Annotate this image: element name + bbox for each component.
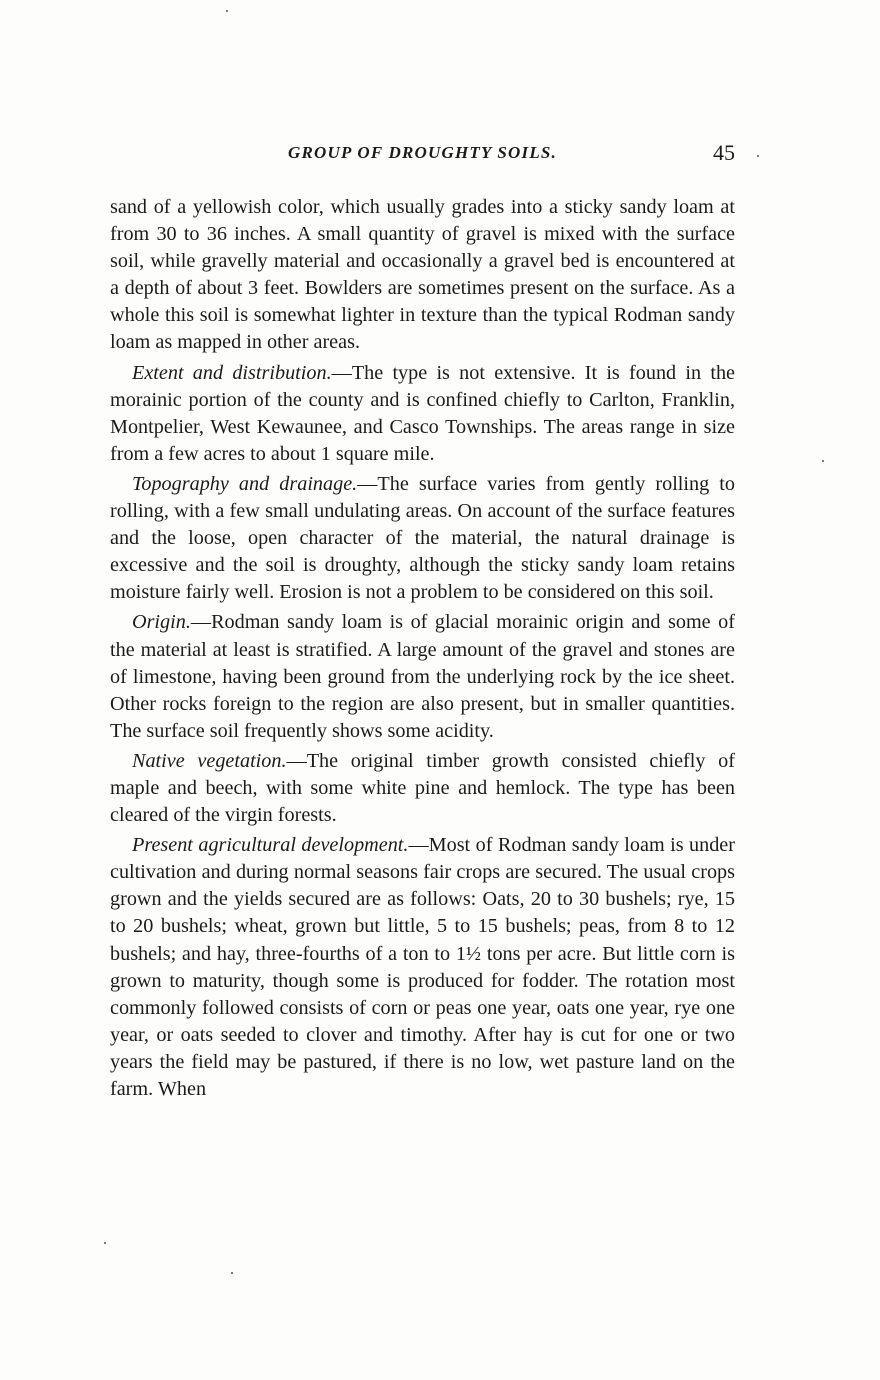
body-text: [110, 194, 735, 1106]
paragraph-heading: Topography and drainage.: [132, 472, 358, 495]
paragraph-origin: [110, 609, 735, 744]
scan-speck: [104, 1242, 106, 1244]
paragraph-agricultural-development: [110, 832, 735, 1103]
running-head: [110, 140, 735, 170]
paragraph-heading: Origin.: [132, 611, 191, 634]
scan-speck: [757, 155, 759, 157]
paragraph-text: —The surface varies from gently rolling to rolling, with a few small undulating areas. On account of the surface features and the loose, open character of the material, the natural drainage is excessive and the soil is droughty, although the sticky sandy loam retains moisture fairly well. Erosion is not a problem to be considered on this soil.: [110, 472, 735, 604]
paragraph-native-vegetation: [110, 748, 735, 829]
page-number: 45: [713, 140, 735, 165]
paragraph-topography-drainage: [110, 471, 735, 606]
running-title: GROUP OF DROUGHTY SOILS.: [287, 143, 558, 162]
paragraph-text: —Most of Rodman sandy loam is under cultivation and during normal seasons fair crops are secured. The usual crops grown and the yields secured are as follows: Oats, 20 to 30 bushels; rye, 15 to 20 bushels; wheat, grown but little, 5 to 15 bushels; peas, from 8 to 12 bushels; and hay, three-fourths of a ton to 1½ tons per acre. But little corn is grown to maturity, though some is produced for fodder. The rotation most commonly followed consists of corn or peas one year, oats one year, rye one year, or oats seeded to clover and timothy. After hay is cut for one or two years the field may be pastured, if there is no low, wet pasture land on the farm. When: [110, 834, 735, 1100]
paragraph-text: —The type is not extensive. It is found in the morainic portion of the county and is confined chiefly to Carlton, Franklin, Montpelier, West Kewaunee, and Casco Townships. The areas range in size from a few acres to about 1 square mile.: [110, 361, 735, 465]
paragraph-heading: Extent and distribution.: [132, 361, 332, 384]
paragraph-heading: Native vegetation.: [132, 749, 287, 772]
paragraph-text: sand of a yellowish color, which usually grades into a sticky sandy loam at from 30 to 36 inches. A small quantity of gravel is mixed with the surface soil, while gravelly material and occasionally a gravel bed is encountered at a depth of about 3 feet. Bowlders are sometimes present on the surface. As a whole this soil is somewhat lighter in texture than the typical Rodman sandy loam as mapped in other areas.: [110, 196, 735, 354]
paragraph-text: —The original timber growth consisted chiefly of maple and beech, with some white pine and hemlock. The type has been cleared of the virgin forests.: [110, 749, 735, 827]
paragraph-extent-distribution: [110, 360, 735, 468]
paragraph-text: —Rodman sandy loam is of glacial morainic origin and some of the material at least is stratified. A large amount of the gravel and stones are of limestone, having been ground from the underlying rock by the ice sheet. Other rocks foreign to the region are also present, but in smaller quantities. The surface soil frequently shows some acidity.: [110, 611, 735, 742]
scan-speck: [231, 1272, 233, 1274]
scan-speck: [226, 10, 228, 12]
paragraph-heading: Present agricultural development.: [132, 834, 409, 857]
scan-speck: [822, 460, 824, 462]
paragraph-continuation: [110, 194, 735, 357]
